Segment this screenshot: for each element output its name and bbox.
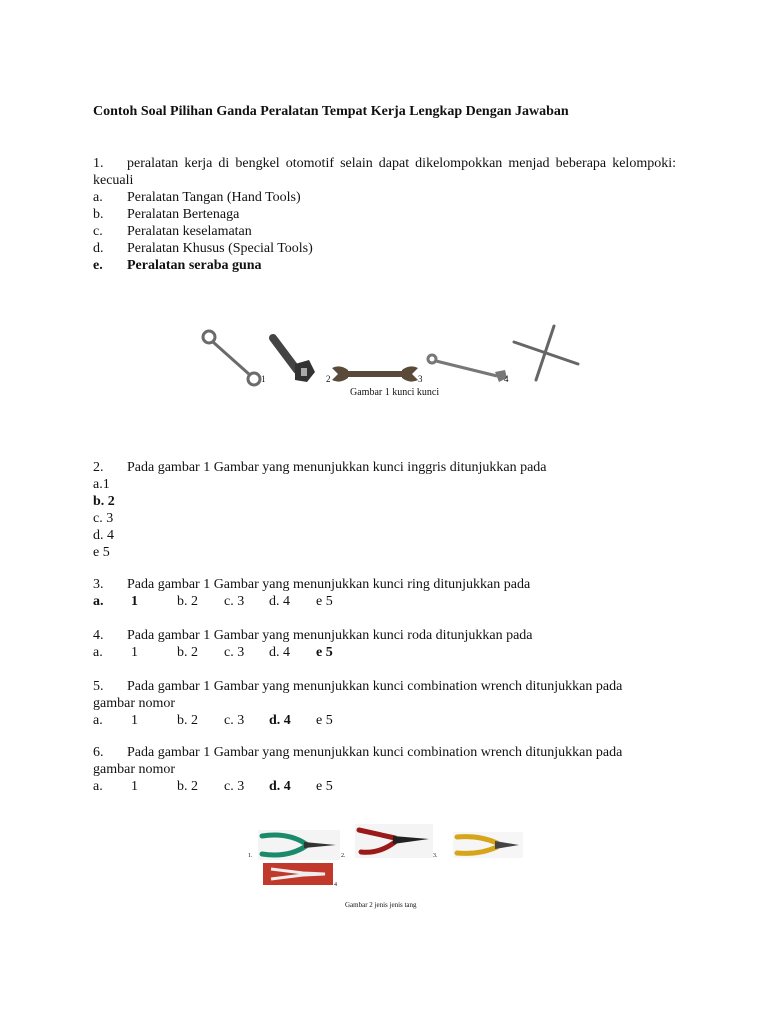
figure-1-number-1: 1: [261, 374, 266, 384]
open-end-wrench-image: [330, 362, 420, 386]
question-5-text: 5. Pada gambar 1 Gambar yang menunjukkan kunci combination wrench ditunjukkan pada: [93, 679, 623, 694]
question-4-text: 4. Pada gambar 1 Gambar yang menunjukkan kunci roda ditunjukkan pada: [93, 628, 533, 643]
q4-option-b: b. 2: [177, 645, 198, 660]
q5-option-a: 1: [131, 713, 138, 728]
q2-option-e: e 5: [93, 545, 110, 560]
q1-option-c: c. Peralatan keselamatan: [93, 224, 252, 239]
q3-option-e: e 5: [316, 594, 333, 609]
adjustable-wrench-image: [265, 332, 335, 387]
red-handle-pliers-image: [263, 863, 333, 885]
q3-option-d: d. 4: [269, 594, 290, 609]
q2-option-c: c. 3: [93, 511, 114, 526]
q3-options: [93, 593, 676, 610]
q3-option-a-label: a.: [93, 594, 104, 609]
question-1: [93, 155, 676, 274]
green-pliers-image: [258, 830, 340, 860]
q2-option-d: d. 4: [93, 528, 114, 543]
question-2: [93, 459, 676, 561]
q5-options: [93, 712, 676, 729]
question-5-text-cont: gambar nomor: [93, 696, 176, 711]
q5-option-a-label: a.: [93, 713, 103, 728]
q1-option-a: a. Peralatan Tangan (Hand Tools): [93, 190, 301, 205]
q6-option-d-answer: d. 4: [269, 779, 291, 794]
question-3: [93, 576, 676, 610]
q1-option-b: b. Peralatan Bertenaga: [93, 207, 240, 222]
question-6: [93, 744, 676, 795]
q3-option-b: b. 2: [177, 594, 198, 609]
q4-option-e-answer: e 5: [316, 645, 333, 660]
figure-2-number-1: 1.: [248, 853, 253, 859]
q2-option-a: a.1: [93, 477, 110, 492]
question-1-stem: peralatan kerja di bengkel otomotif selain dapat dikelompokkan menjad beberapa kelompoki: kecuali: [93, 156, 676, 188]
figure-1-number-4: 4: [504, 374, 509, 384]
q6-option-a-label: a.: [93, 779, 103, 794]
q5-option-e: e 5: [316, 713, 333, 728]
red-pliers-image: [355, 824, 433, 858]
q1-option-d: d. Peralatan Khusus (Special Tools): [93, 241, 313, 256]
question-2-text: 2. Pada gambar 1 Gambar yang menunjukkan kunci inggris ditunjukkan pada: [93, 460, 547, 475]
q3-option-c: c. 3: [224, 594, 245, 609]
combination-wrench-image: [425, 352, 510, 384]
cross-wheel-wrench-image: [510, 322, 585, 384]
figure-2-number-3: 3.: [433, 853, 438, 859]
q6-option-b: b. 2: [177, 779, 198, 794]
document-title: Contoh Soal Pilihan Ganda Peralatan Tempat Kerja Lengkap Dengan Jawaban: [93, 104, 569, 119]
question-1-text: [93, 155, 676, 189]
q2-option-b-answer: b. 2: [93, 494, 115, 509]
q4-options: [93, 644, 676, 661]
figure-1-number-3: 3: [418, 374, 423, 384]
question-3-text: 3. Pada gambar 1 Gambar yang menunjukkan kunci ring ditunjukkan pada: [93, 577, 531, 592]
q5-option-b: b. 2: [177, 713, 198, 728]
q4-option-d: d. 4: [269, 645, 290, 660]
ring-wrench-image: [195, 325, 265, 390]
figure-2-number-2: 2.: [341, 853, 346, 859]
q1-option-e-answer: e. Peralatan seraba guna: [93, 258, 262, 273]
question-4: [93, 627, 676, 661]
figure-2-number-4: 4: [334, 882, 337, 888]
q4-option-a: 1: [131, 645, 138, 660]
figure-1-number-2: 2: [326, 374, 331, 384]
yellow-pliers-image: [453, 832, 523, 858]
question-5: [93, 678, 676, 729]
question-6-text: 6. Pada gambar 1 Gambar yang menunjukkan kunci combination wrench ditunjukkan pada: [93, 745, 623, 760]
q6-option-a: 1: [131, 779, 138, 794]
q5-option-d-answer: d. 4: [269, 713, 291, 728]
question-1-number: 1.: [93, 156, 104, 171]
q4-option-a-label: a.: [93, 645, 103, 660]
q6-option-c: c. 3: [224, 779, 245, 794]
q6-option-e: e 5: [316, 779, 333, 794]
question-6-text-cont: gambar nomor: [93, 762, 176, 777]
q6-options: [93, 778, 676, 795]
figure-2-caption: Gambar 2 jenis jenis tang: [345, 901, 417, 909]
q4-option-c: c. 3: [224, 645, 245, 660]
q5-option-c: c. 3: [224, 713, 245, 728]
q3-option-a-answer: 1: [131, 594, 138, 609]
figure-1-caption: Gambar 1 kunci kunci: [350, 387, 440, 398]
